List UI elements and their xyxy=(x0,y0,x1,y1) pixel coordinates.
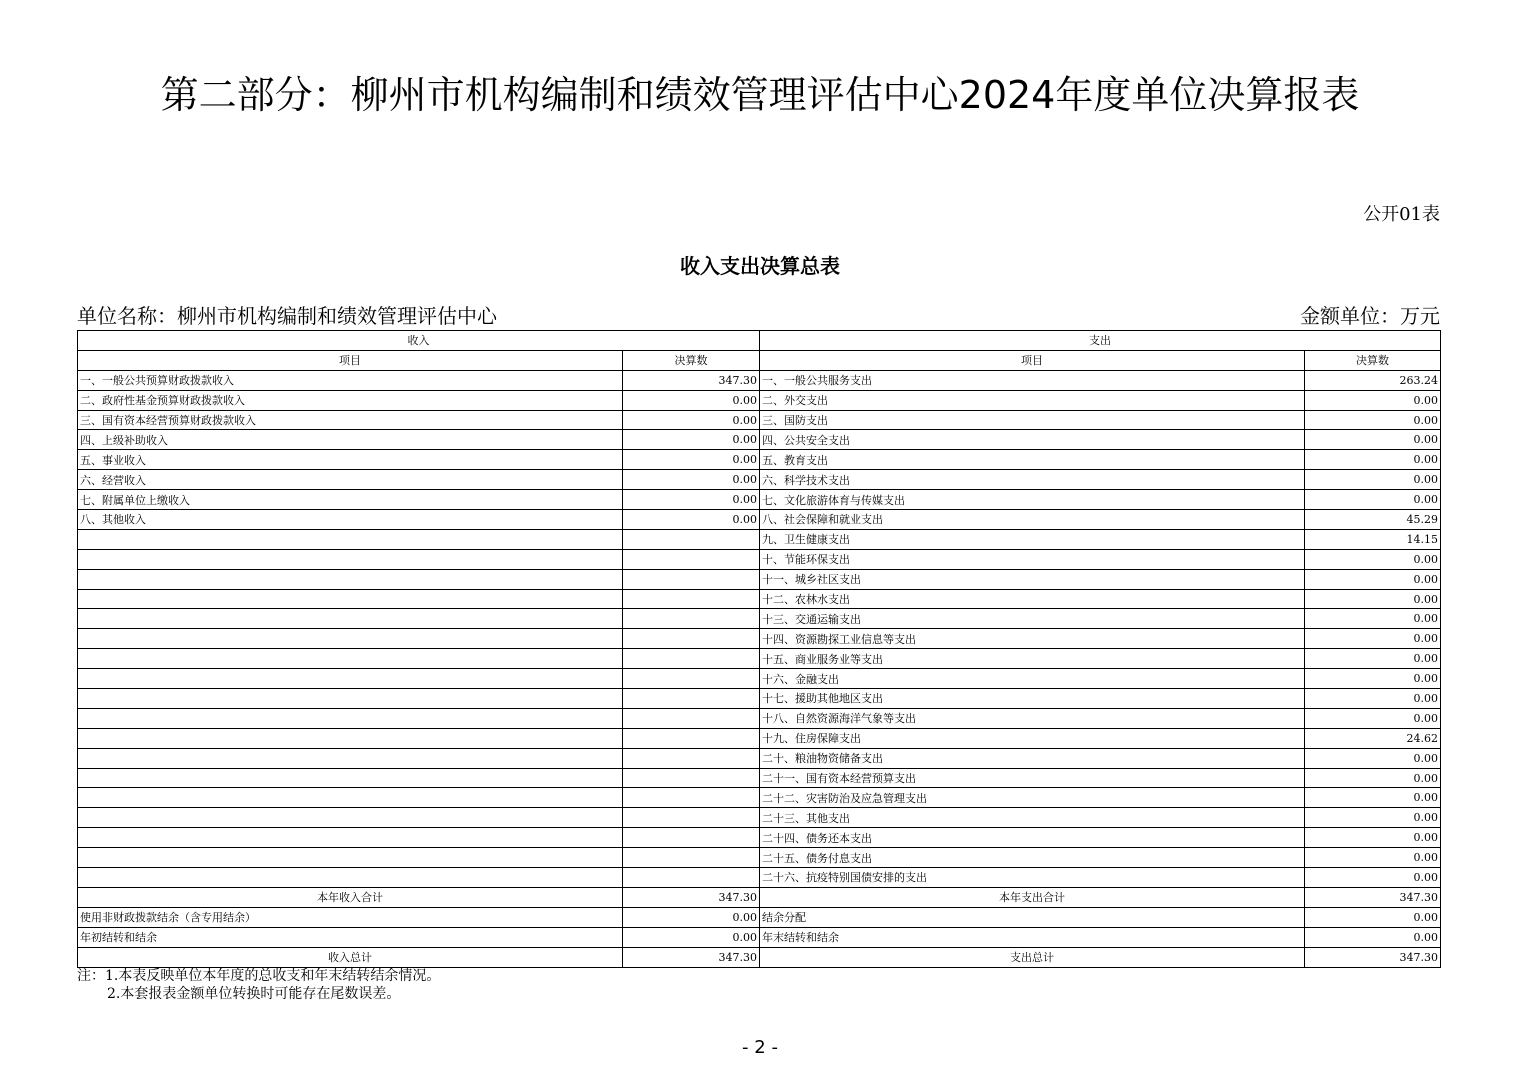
income-amount-cell xyxy=(623,788,760,808)
table-header-row xyxy=(78,331,1441,351)
table-row xyxy=(78,589,1441,609)
expense-amount-cell: 0.00 xyxy=(1305,768,1441,788)
table-row xyxy=(78,947,1441,967)
form-code: 公开01表 xyxy=(1363,204,1440,225)
income-item-cell xyxy=(78,728,623,748)
note-1: 注：1.本表反映单位本年度的总收支和年末结转结余情况。 xyxy=(77,968,441,984)
expense-amount-cell: 0.00 xyxy=(1305,589,1441,609)
expense-amount-cell: 0.00 xyxy=(1305,848,1441,868)
expense-item-cell: 十七、援助其他地区支出 xyxy=(760,689,1305,709)
table-row xyxy=(78,828,1441,848)
income-amount-cell xyxy=(623,689,760,709)
income-amount-cell xyxy=(623,868,760,888)
income-amount-header: 决算数 xyxy=(623,350,760,370)
table-row xyxy=(78,470,1441,490)
expense-amount-cell: 0.00 xyxy=(1305,788,1441,808)
expense-item-cell: 二十一、国有资本经营预算支出 xyxy=(760,768,1305,788)
expense-item-cell: 七、文化旅游体育与传媒支出 xyxy=(760,490,1305,510)
table-row xyxy=(78,728,1441,748)
expense-item-cell: 二十五、债务付息支出 xyxy=(760,848,1305,868)
expense-amount-cell: 0.00 xyxy=(1305,907,1441,927)
expense-item-cell: 六、科学技术支出 xyxy=(760,470,1305,490)
expense-amount-cell: 0.00 xyxy=(1305,390,1441,410)
income-item-cell: 八、其他收入 xyxy=(78,510,623,530)
income-item-cell xyxy=(78,689,623,709)
table-row xyxy=(78,529,1441,549)
table-row xyxy=(78,927,1441,947)
income-item-cell: 四、上级补助收入 xyxy=(78,430,623,450)
expense-amount-cell: 0.00 xyxy=(1305,689,1441,709)
income-item-cell: 七、附属单位上缴收入 xyxy=(78,490,623,510)
expense-item-cell: 支出总计 xyxy=(760,947,1305,967)
table-row xyxy=(78,510,1441,530)
income-amount-cell: 0.00 xyxy=(623,430,760,450)
income-item-cell xyxy=(78,868,623,888)
income-item-cell xyxy=(78,549,623,569)
expense-item-cell: 二十三、其他支出 xyxy=(760,808,1305,828)
expense-item-cell: 年末结转和结余 xyxy=(760,927,1305,947)
income-amount-cell xyxy=(623,669,760,689)
expense-item-cell: 十三、交通运输支出 xyxy=(760,609,1305,629)
income-amount-cell: 0.00 xyxy=(623,390,760,410)
income-item-cell xyxy=(78,629,623,649)
expense-amount-cell: 0.00 xyxy=(1305,410,1441,430)
income-item-cell: 本年收入合计 xyxy=(78,887,623,907)
expense-amount-cell: 24.62 xyxy=(1305,728,1441,748)
table-row xyxy=(78,907,1441,927)
income-item-cell xyxy=(78,828,623,848)
income-amount-cell xyxy=(623,569,760,589)
page-title: 第二部分：柳州市机构编制和绩效管理评估中心2024年度单位决算报表 xyxy=(160,73,1360,117)
unit-name: 单位名称：柳州市机构编制和绩效管理评估中心 xyxy=(77,304,497,328)
income-item-cell xyxy=(78,529,623,549)
expense-amount-cell: 0.00 xyxy=(1305,649,1441,669)
income-item-cell: 六、经营收入 xyxy=(78,470,623,490)
income-item-header: 项目 xyxy=(78,350,623,370)
income-amount-cell: 347.30 xyxy=(623,887,760,907)
expense-item-cell: 二十二、灾害防治及应急管理支出 xyxy=(760,788,1305,808)
expense-amount-cell: 0.00 xyxy=(1305,808,1441,828)
income-amount-cell: 0.00 xyxy=(623,410,760,430)
income-item-cell xyxy=(78,788,623,808)
expense-item-cell: 二十六、抗疫特别国债安排的支出 xyxy=(760,868,1305,888)
table-row xyxy=(78,868,1441,888)
expense-amount-cell: 0.00 xyxy=(1305,569,1441,589)
expense-item-cell: 十九、住房保障支出 xyxy=(760,728,1305,748)
income-amount-cell: 0.00 xyxy=(623,450,760,470)
expense-amount-cell: 14.15 xyxy=(1305,529,1441,549)
table-row xyxy=(78,669,1441,689)
notes xyxy=(77,967,440,1003)
income-amount-cell: 0.00 xyxy=(623,470,760,490)
table-row xyxy=(78,788,1441,808)
expense-item-header: 项目 xyxy=(760,350,1305,370)
note-2: 2.本套报表金额单位转换时可能存在尾数误差。 xyxy=(107,986,401,1002)
income-amount-cell xyxy=(623,808,760,828)
income-item-cell xyxy=(78,808,623,828)
income-item-cell xyxy=(78,589,623,609)
expense-item-cell: 本年支出合计 xyxy=(760,887,1305,907)
income-item-cell: 年初结转和结余 xyxy=(78,927,623,947)
expense-item-cell: 八、社会保障和就业支出 xyxy=(760,510,1305,530)
income-amount-cell: 0.00 xyxy=(623,907,760,927)
expense-item-cell: 十五、商业服务业等支出 xyxy=(760,649,1305,669)
expense-item-cell: 十一、城乡社区支出 xyxy=(760,569,1305,589)
expense-item-cell: 结余分配 xyxy=(760,907,1305,927)
income-item-cell xyxy=(78,768,623,788)
expense-item-cell: 二十四、债务还本支出 xyxy=(760,828,1305,848)
income-item-cell xyxy=(78,609,623,629)
expense-amount-cell: 0.00 xyxy=(1305,450,1441,470)
table-row xyxy=(78,430,1441,450)
income-item-cell xyxy=(78,748,623,768)
expense-amount-cell: 0.00 xyxy=(1305,470,1441,490)
page-number: - 2 - xyxy=(742,1037,778,1058)
table-row xyxy=(78,848,1441,868)
expense-item-cell: 十八、自然资源海洋气象等支出 xyxy=(760,708,1305,728)
table-row xyxy=(78,689,1441,709)
income-amount-cell xyxy=(623,728,760,748)
table-row xyxy=(78,629,1441,649)
expense-amount-cell: 0.00 xyxy=(1305,430,1441,450)
income-item-cell: 使用非财政拨款结余（含专用结余） xyxy=(78,907,623,927)
expense-amount-cell: 347.30 xyxy=(1305,887,1441,907)
income-item-cell xyxy=(78,649,623,669)
income-amount-cell: 0.00 xyxy=(623,490,760,510)
table-row xyxy=(78,748,1441,768)
expense-amount-cell: 0.00 xyxy=(1305,629,1441,649)
expense-amount-header: 决算数 xyxy=(1305,350,1441,370)
income-item-cell xyxy=(78,669,623,689)
income-amount-cell xyxy=(623,529,760,549)
income-amount-cell: 347.30 xyxy=(623,947,760,967)
expense-amount-cell: 263.24 xyxy=(1305,370,1441,390)
income-item-cell xyxy=(78,848,623,868)
income-amount-cell: 0.00 xyxy=(623,510,760,530)
expense-amount-cell: 0.00 xyxy=(1305,828,1441,848)
expense-item-cell: 五、教育支出 xyxy=(760,450,1305,470)
income-item-cell: 三、国有资本经营预算财政拨款收入 xyxy=(78,410,623,430)
expense-amount-cell: 0.00 xyxy=(1305,868,1441,888)
expense-item-cell: 十二、农林水支出 xyxy=(760,589,1305,609)
table-subtitle: 收入支出决算总表 xyxy=(680,254,840,278)
table-row xyxy=(78,887,1441,907)
income-amount-cell xyxy=(623,708,760,728)
unit-info-row xyxy=(77,300,1440,326)
income-amount-cell xyxy=(623,549,760,569)
income-header: 收入 xyxy=(78,331,760,351)
income-amount-cell xyxy=(623,748,760,768)
income-amount-cell xyxy=(623,848,760,868)
table-row xyxy=(78,609,1441,629)
table-row xyxy=(78,450,1441,470)
table-row xyxy=(78,410,1441,430)
expense-header: 支出 xyxy=(760,331,1441,351)
expense-item-cell: 十六、金融支出 xyxy=(760,669,1305,689)
table-row xyxy=(78,390,1441,410)
expense-amount-cell: 0.00 xyxy=(1305,609,1441,629)
expense-amount-cell: 0.00 xyxy=(1305,669,1441,689)
table-subheader-row xyxy=(78,350,1441,370)
income-amount-cell xyxy=(623,629,760,649)
income-item-cell: 一、一般公共预算财政拨款收入 xyxy=(78,370,623,390)
amount-unit: 金额单位：万元 xyxy=(1300,304,1440,328)
expense-amount-cell: 0.00 xyxy=(1305,927,1441,947)
income-amount-cell xyxy=(623,609,760,629)
income-item-cell: 五、事业收入 xyxy=(78,450,623,470)
table-row xyxy=(78,490,1441,510)
income-amount-cell: 0.00 xyxy=(623,927,760,947)
table-row xyxy=(78,549,1441,569)
expense-item-cell: 十四、资源勘探工业信息等支出 xyxy=(760,629,1305,649)
expense-item-cell: 九、卫生健康支出 xyxy=(760,529,1305,549)
income-amount-cell xyxy=(623,589,760,609)
income-expense-table xyxy=(77,330,1441,968)
expense-amount-cell: 0.00 xyxy=(1305,549,1441,569)
table-row xyxy=(78,649,1441,669)
table-row xyxy=(78,569,1441,589)
income-item-cell: 二、政府性基金预算财政拨款收入 xyxy=(78,390,623,410)
income-item-cell xyxy=(78,708,623,728)
income-amount-cell xyxy=(623,768,760,788)
expense-amount-cell: 0.00 xyxy=(1305,748,1441,768)
table-row xyxy=(78,708,1441,728)
table-row xyxy=(78,808,1441,828)
income-amount-cell: 347.30 xyxy=(623,370,760,390)
expense-amount-cell: 0.00 xyxy=(1305,708,1441,728)
income-amount-cell xyxy=(623,828,760,848)
expense-item-cell: 一、一般公共服务支出 xyxy=(760,370,1305,390)
expense-amount-cell: 347.30 xyxy=(1305,947,1441,967)
income-item-cell xyxy=(78,569,623,589)
expense-item-cell: 二、外交支出 xyxy=(760,390,1305,410)
expense-item-cell: 三、国防支出 xyxy=(760,410,1305,430)
table-row xyxy=(78,768,1441,788)
expense-item-cell: 二十、粮油物资储备支出 xyxy=(760,748,1305,768)
income-item-cell: 收入总计 xyxy=(78,947,623,967)
expense-item-cell: 四、公共安全支出 xyxy=(760,430,1305,450)
expense-amount-cell: 45.29 xyxy=(1305,510,1441,530)
expense-amount-cell: 0.00 xyxy=(1305,490,1441,510)
table-row xyxy=(78,370,1441,390)
expense-item-cell: 十、节能环保支出 xyxy=(760,549,1305,569)
income-amount-cell xyxy=(623,649,760,669)
